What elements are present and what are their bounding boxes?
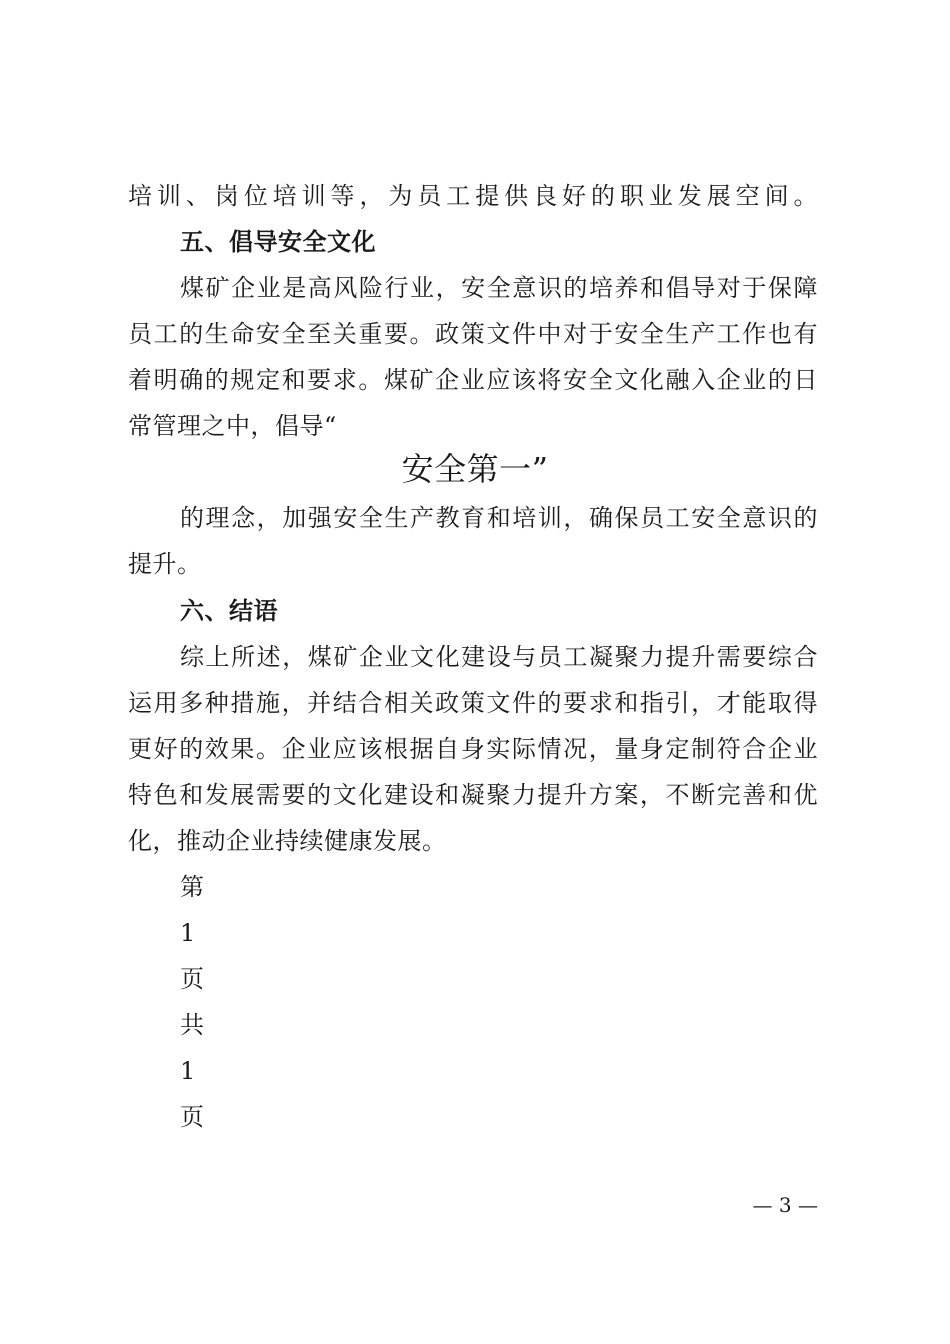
paragraph-line: 提升。 bbox=[128, 550, 202, 578]
paragraph-line: 的理念，加强安全生产教育和培训，确保员工安全意识的 bbox=[180, 504, 818, 532]
paragraph-line: 运用多种措施，并结合相关政策文件的要求和指引，才能取得 bbox=[128, 689, 818, 717]
page-footer-char: 1 bbox=[180, 1057, 196, 1085]
page-footer-char: 页 bbox=[180, 1103, 205, 1131]
paragraph-line: 常管理之中，倡导“ bbox=[128, 412, 337, 440]
paragraph-line: 员工的生命安全至关重要。政策文件中对于安全生产工作也有 bbox=[128, 320, 818, 348]
page-number: — 3 — bbox=[752, 1193, 818, 1217]
paragraph-line: 特色和发展需要的文化建设和凝聚力提升方案，不断完善和优 bbox=[128, 781, 818, 809]
centered-quote: 安全第一” bbox=[401, 450, 549, 488]
section-heading-5: 五、倡导安全文化 bbox=[180, 228, 376, 256]
page-footer-char: 1 bbox=[180, 919, 196, 947]
paragraph-line: 煤矿企业是高风险行业，安全意识的培养和倡导对于保障 bbox=[180, 274, 818, 302]
paragraph-line: 着明确的规定和要求。煤矿企业应该将安全文化融入企业的日 bbox=[128, 366, 818, 394]
paragraph-line: 化，推动企业持续健康发展。 bbox=[128, 827, 447, 855]
section-heading-6: 六、结语 bbox=[180, 597, 278, 625]
page-footer-char: 共 bbox=[180, 1011, 205, 1039]
paragraph-line: 综上所述，煤矿企业文化建设与员工凝聚力提升需要综合 bbox=[180, 643, 818, 671]
page-footer-char: 第 bbox=[180, 873, 205, 901]
paragraph-line: 培训、岗位培训等，为员工提供良好的职业发展空间。 bbox=[128, 182, 818, 210]
paragraph-line: 更好的效果。企业应该根据自身实际情况，量身定制符合企业 bbox=[128, 735, 818, 763]
page-footer-char: 页 bbox=[180, 965, 205, 993]
